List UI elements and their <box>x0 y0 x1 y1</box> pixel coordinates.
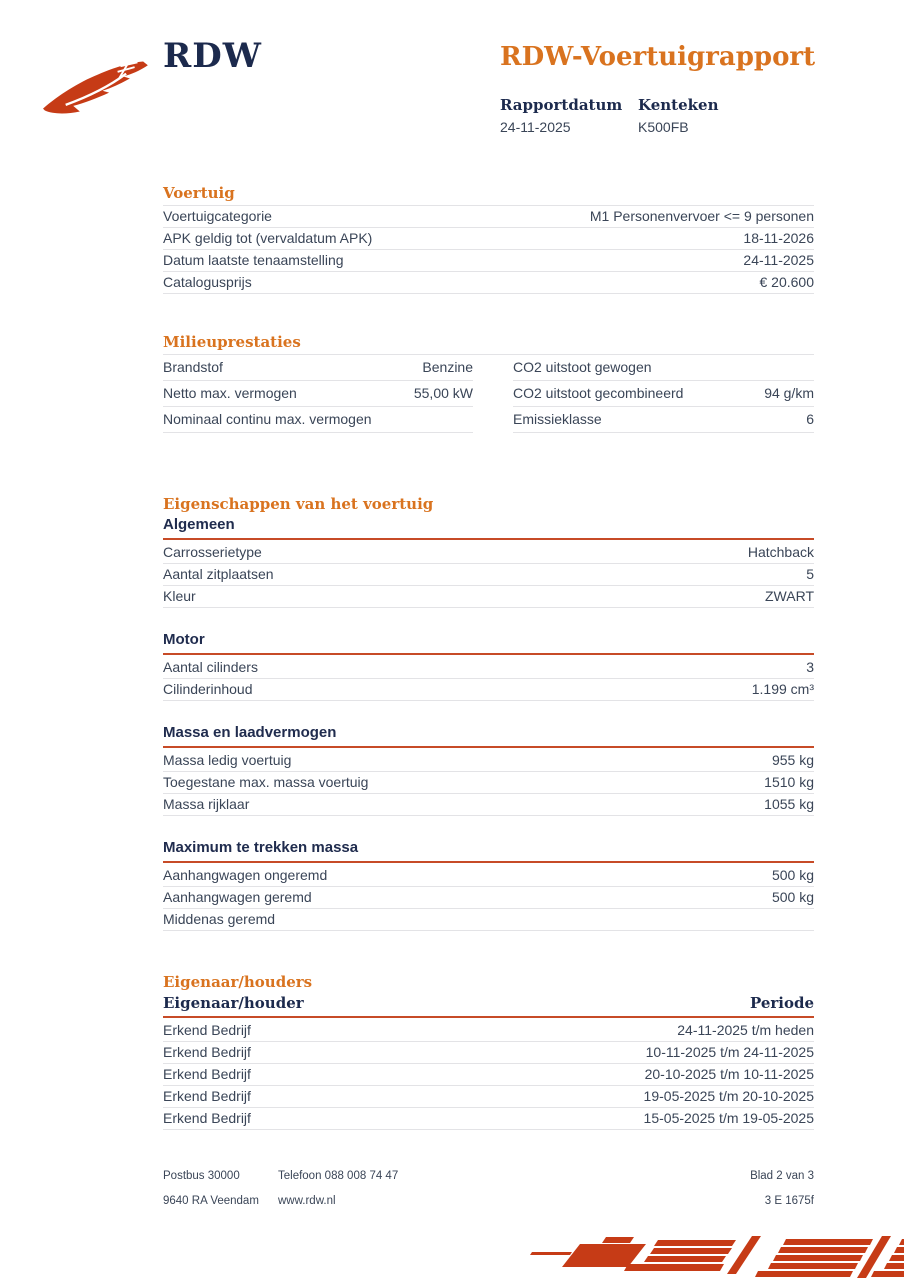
row-label: Carrosserietype <box>163 544 262 560</box>
milieu-left-column <box>163 355 473 433</box>
owner-period: 10-11-2025 t/m 24-11-2025 <box>645 1044 814 1060</box>
row-label: Kleur <box>163 588 196 604</box>
table-row <box>163 1086 814 1108</box>
row-label: Voertuigcategorie <box>163 208 272 224</box>
table-row <box>513 381 814 407</box>
row-label: Datum laatste tenaamstelling <box>163 252 344 268</box>
row-value: 6 <box>806 411 814 427</box>
section-voertuig <box>163 184 814 294</box>
owners-col-header-period: Periode <box>749 994 814 1012</box>
row-label: Massa rijklaar <box>163 796 250 812</box>
speed-stripes-artwork-icon <box>528 1234 904 1280</box>
owner-period: 20-10-2025 t/m 10-11-2025 <box>644 1066 814 1082</box>
subsection-title-trekken-massa: Maximum te trekken massa <box>163 839 814 863</box>
row-value: ZWART <box>765 588 814 604</box>
table-row <box>163 586 814 608</box>
table-row <box>163 355 473 381</box>
section-title-eigenaars: Eigenaar/houders <box>163 973 313 991</box>
rdw-feather-logo-icon <box>33 52 155 120</box>
owners-table-header <box>163 994 814 1018</box>
footer-website: www.rdw.nl <box>278 1195 336 1207</box>
report-content <box>163 184 814 1130</box>
row-value: 1.199 cm³ <box>751 681 814 697</box>
row-value: M1 Personenvervoer <= 9 personen <box>589 208 814 224</box>
row-value: 55,00 kW <box>413 385 473 401</box>
row-label: Middenas geremd <box>163 911 276 927</box>
row-label: Brandstof <box>163 359 223 375</box>
footer-doc-code: 3 E 1675f <box>764 1195 814 1207</box>
subsection-title-algemeen: Algemeen <box>163 516 814 540</box>
row-label: Netto max. vermogen <box>163 385 297 401</box>
row-label: Aantal cilinders <box>163 659 258 675</box>
section-title-milieuprestaties: Milieuprestaties <box>163 333 301 351</box>
section-eigenaars <box>163 973 814 1130</box>
row-label: Aantal zitplaatsen <box>163 566 274 582</box>
footer-postbus: Postbus 30000 <box>163 1170 240 1182</box>
row-value: Hatchback <box>747 544 814 560</box>
section-title-voertuig: Voertuig <box>163 184 235 202</box>
rdw-wordmark: RDW <box>163 36 262 76</box>
table-row <box>163 863 814 887</box>
row-value: 1510 kg <box>764 774 814 790</box>
table-row <box>163 206 814 228</box>
row-label: Massa ledig voertuig <box>163 752 292 768</box>
subsection-title-massa: Massa en laadvermogen <box>163 724 814 748</box>
subsection-motor <box>163 631 814 701</box>
table-row <box>163 1042 814 1064</box>
row-label: CO2 uitstoot gecombineerd <box>513 385 684 401</box>
row-label: CO2 uitstoot gewogen <box>513 359 652 375</box>
table-row <box>163 564 814 586</box>
row-label: Toegestane max. massa voertuig <box>163 774 369 790</box>
owner-name: Erkend Bedrijf <box>163 1088 251 1104</box>
table-row <box>163 540 814 564</box>
table-row <box>163 381 473 407</box>
row-label: Cilinderinhoud <box>163 681 253 697</box>
owner-period: 19-05-2025 t/m 20-10-2025 <box>643 1088 814 1104</box>
table-row <box>163 748 814 772</box>
section-title-eigenschappen: Eigenschappen van het voertuig <box>163 495 434 513</box>
table-row <box>163 794 814 816</box>
report-date-label: Rapportdatum <box>500 96 623 114</box>
page-footer <box>163 1170 814 1207</box>
section-eigenschappen <box>163 495 814 931</box>
license-plate-label: Kenteken <box>638 96 719 114</box>
subsection-algemeen <box>163 516 814 608</box>
owner-name: Erkend Bedrijf <box>163 1044 251 1060</box>
footer-city: 9640 RA Veendam <box>163 1195 259 1207</box>
owner-name: Erkend Bedrijf <box>163 1066 251 1082</box>
row-value: 94 g/km <box>764 385 814 401</box>
row-label: APK geldig tot (vervaldatum APK) <box>163 230 373 246</box>
owner-period: 24-11-2025 t/m heden <box>677 1022 814 1038</box>
license-plate-block <box>638 96 718 135</box>
table-row <box>163 655 814 679</box>
row-value: 18-11-2026 <box>743 230 814 246</box>
row-value: 955 kg <box>771 752 814 768</box>
row-value: 500 kg <box>771 867 814 883</box>
footer-page-number: Blad 2 van 3 <box>750 1170 814 1182</box>
section-milieuprestaties <box>163 333 814 433</box>
row-value: € 20.600 <box>759 274 814 290</box>
row-label: Aanhangwagen geremd <box>163 889 312 905</box>
table-row <box>163 1018 814 1042</box>
table-row <box>163 909 814 931</box>
row-value: 1055 kg <box>764 796 814 812</box>
page-title: RDW-Voertuigrapport <box>500 42 816 72</box>
owner-period: 15-05-2025 t/m 19-05-2025 <box>643 1110 814 1126</box>
owners-col-header-owner: Eigenaar/houder <box>163 994 304 1012</box>
table-row <box>513 355 814 381</box>
row-value: Benzine <box>422 359 473 375</box>
report-date-value: 24-11-2025 <box>500 119 571 135</box>
owner-name: Erkend Bedrijf <box>163 1110 251 1126</box>
row-value: 24-11-2025 <box>743 252 814 268</box>
table-row <box>163 407 473 433</box>
table-row <box>163 772 814 794</box>
subsection-title-motor: Motor <box>163 631 814 655</box>
row-value: 500 kg <box>771 889 814 905</box>
row-value: 5 <box>806 566 814 582</box>
table-row <box>163 679 814 701</box>
table-row <box>163 1108 814 1130</box>
row-label: Emissieklasse <box>513 411 602 427</box>
owner-name: Erkend Bedrijf <box>163 1022 251 1038</box>
row-label: Nominaal continu max. vermogen <box>163 411 372 427</box>
subsection-trekken-massa <box>163 839 814 931</box>
row-value: 3 <box>806 659 814 675</box>
table-row <box>513 407 814 433</box>
license-plate-value: K500FB <box>638 119 689 135</box>
subsection-massa <box>163 724 814 816</box>
table-row <box>163 272 814 294</box>
table-row <box>163 1064 814 1086</box>
report-meta <box>500 96 718 135</box>
footer-phone: Telefoon 088 008 74 47 <box>278 1170 399 1182</box>
table-row <box>163 228 814 250</box>
table-row <box>163 887 814 909</box>
report-date-block <box>500 96 638 135</box>
row-label: Aanhangwagen ongeremd <box>163 867 328 883</box>
table-row <box>163 250 814 272</box>
milieu-right-column <box>513 355 814 433</box>
row-label: Catalogusprijs <box>163 274 252 290</box>
